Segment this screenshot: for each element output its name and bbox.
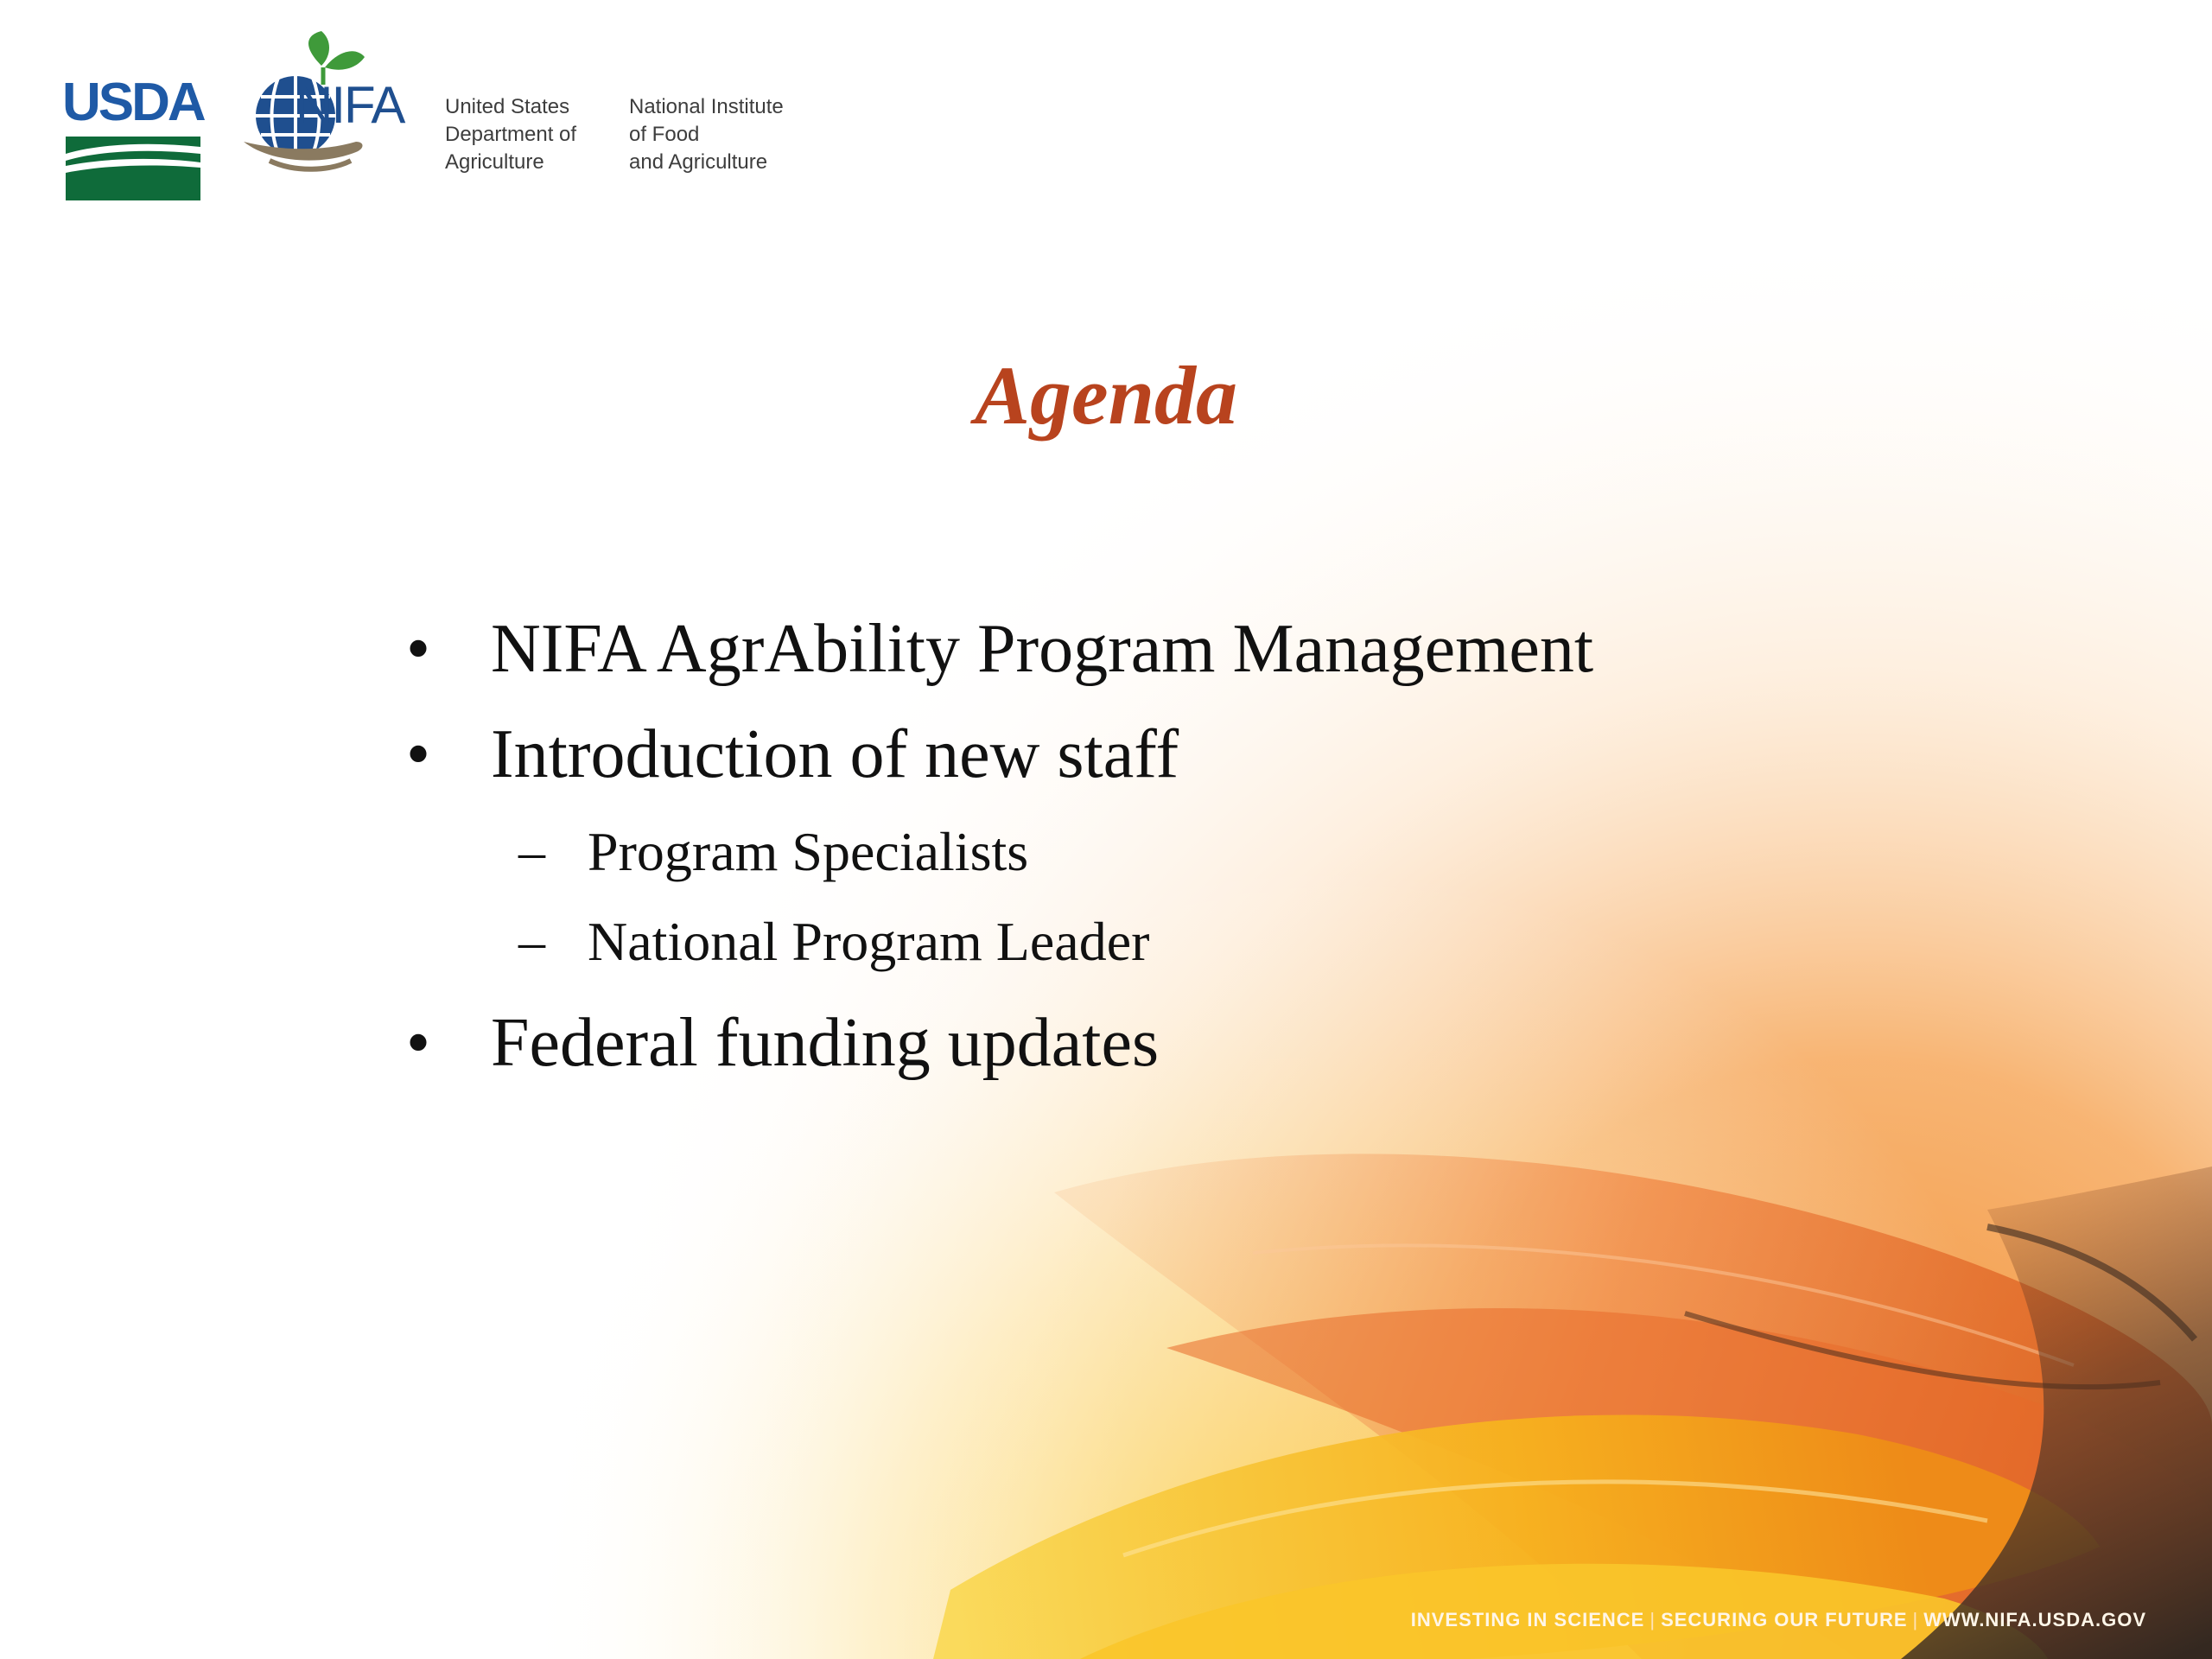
agenda-item — [0, 990, 2212, 1096]
bullet-marker: • — [406, 716, 431, 792]
usda-logo-icon — [62, 73, 204, 206]
agenda-subitem-text: National Program Leader — [588, 911, 1150, 972]
logo-header — [62, 31, 840, 187]
nifa-name-line-3: and Agriculture — [629, 150, 768, 174]
usda-name-line-3: Agriculture — [445, 150, 544, 174]
dash-marker: – — [518, 912, 545, 971]
dash-marker: – — [518, 823, 545, 881]
agenda-item-text: Federal funding updates — [491, 1005, 1160, 1081]
footer-separator: | — [1912, 1609, 1919, 1630]
agenda-subitem — [0, 807, 2212, 897]
bullet-marker: • — [406, 1005, 431, 1081]
usda-name-line-2: Department of — [445, 123, 577, 146]
footer-tagline — [1411, 1609, 2146, 1631]
slide-title: Agenda — [974, 349, 1238, 442]
usda-name-line-1: United States — [445, 95, 570, 118]
nifa-name-line-2: of Food — [629, 123, 700, 146]
footer-part-1: INVESTING IN SCIENCE — [1410, 1609, 1645, 1630]
bullet-marker: • — [406, 611, 431, 687]
agenda-item — [0, 596, 2212, 702]
nifa-name-line-1: National Institute — [629, 95, 784, 118]
footer-part-2: SECURING OUR FUTURE — [1661, 1609, 1908, 1630]
agenda-subitem — [0, 897, 2212, 987]
agenda-list — [0, 596, 2212, 1096]
agenda-item — [0, 702, 2212, 807]
agenda-subitem-text: Program Specialists — [588, 821, 1029, 882]
agenda-item-text: Introduction of new staff — [491, 716, 1179, 792]
agenda-item-text: NIFA AgrAbility Program Management — [491, 611, 1594, 687]
footer-separator: | — [1649, 1609, 1656, 1630]
nifa-agency-name — [629, 93, 784, 176]
usda-agency-name — [445, 93, 576, 176]
usda-wordmark: USDA — [62, 73, 204, 132]
footer-website-link[interactable]: WWW.NIFA.USDA.GOV — [1923, 1609, 2146, 1630]
nifa-wordmark: NIFA — [296, 76, 404, 134]
